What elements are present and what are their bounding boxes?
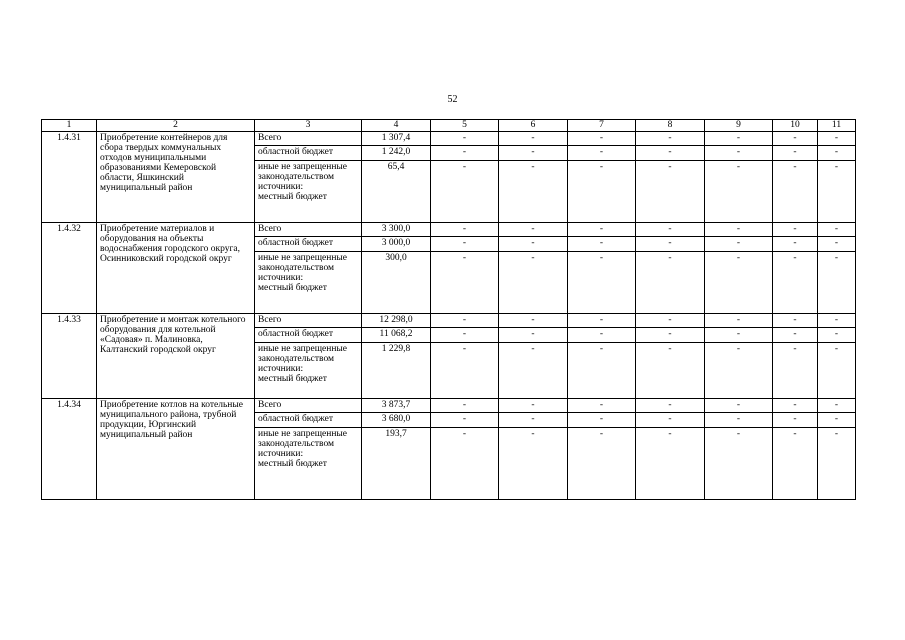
- table-row: [42, 399, 856, 413]
- empty-value-cell: -: [499, 223, 568, 237]
- empty-value-cell: -: [568, 413, 636, 428]
- total-value: 3 873,7: [362, 399, 431, 413]
- total-value: 12 298,0: [362, 314, 431, 328]
- empty-value-cell: -: [705, 161, 773, 223]
- source-label: областной бюджет: [255, 413, 362, 428]
- empty-value-cell: -: [818, 223, 856, 237]
- empty-value-cell: -: [818, 252, 856, 314]
- local-budget-label: местный бюджет: [258, 374, 327, 384]
- project-name: Приобретение материалов и оборудования на объекты водоснабжения городского округа, Осинниковский городской округ: [97, 223, 255, 314]
- other-sources-text: иные не запрещенные законодательством источники:: [258, 162, 348, 192]
- row-number: 1.4.34: [42, 399, 97, 500]
- empty-value-cell: -: [431, 132, 499, 146]
- regional-budget-value: 1 242,0: [362, 146, 431, 161]
- empty-value-cell: -: [773, 223, 818, 237]
- empty-value-cell: -: [773, 132, 818, 146]
- source-label: областной бюджет: [255, 237, 362, 252]
- empty-value-cell: -: [636, 252, 705, 314]
- total-value: 3 300,0: [362, 223, 431, 237]
- other-sources-text: иные не запрещенные законодательством источники:: [258, 344, 348, 374]
- empty-value-cell: -: [773, 413, 818, 428]
- empty-value-cell: -: [773, 328, 818, 343]
- source-label: областной бюджет: [255, 146, 362, 161]
- other-sources-label: [255, 343, 362, 399]
- empty-value-cell: -: [431, 237, 499, 252]
- empty-value-cell: -: [499, 237, 568, 252]
- regional-budget-value: 3 000,0: [362, 237, 431, 252]
- empty-value-cell: -: [705, 399, 773, 413]
- empty-value-cell: -: [705, 132, 773, 146]
- empty-value-cell: -: [818, 237, 856, 252]
- source-label: Всего: [255, 314, 362, 328]
- empty-value-cell: -: [818, 413, 856, 428]
- total-value: 1 307,4: [362, 132, 431, 146]
- empty-value-cell: -: [636, 223, 705, 237]
- project-name: Приобретение и монтаж котельного оборудования для котельной «Садовая» п. Малиновка, Калтанский городской округ: [97, 314, 255, 399]
- empty-value-cell: -: [568, 399, 636, 413]
- header-cell: 7: [568, 120, 636, 132]
- source-label: Всего: [255, 399, 362, 413]
- empty-value-cell: -: [431, 413, 499, 428]
- empty-value-cell: -: [499, 252, 568, 314]
- empty-value-cell: -: [705, 314, 773, 328]
- empty-value-cell: -: [818, 428, 856, 500]
- table-row: [42, 314, 856, 328]
- local-budget-value: 1 229,8: [362, 343, 431, 399]
- empty-value-cell: -: [636, 314, 705, 328]
- header-cell: 4: [362, 120, 431, 132]
- project-name: Приобретение котлов на котельные муниципального района, трубной продукции, Юргинский муниципальный район: [97, 399, 255, 500]
- empty-value-cell: -: [431, 161, 499, 223]
- empty-value-cell: -: [705, 146, 773, 161]
- empty-value-cell: -: [431, 328, 499, 343]
- empty-value-cell: -: [773, 343, 818, 399]
- empty-value-cell: -: [431, 399, 499, 413]
- empty-value-cell: -: [818, 146, 856, 161]
- empty-value-cell: -: [636, 132, 705, 146]
- empty-value-cell: -: [568, 161, 636, 223]
- empty-value-cell: -: [705, 428, 773, 500]
- header-cell: 3: [255, 120, 362, 132]
- header-cell: 2: [97, 120, 255, 132]
- empty-value-cell: -: [568, 223, 636, 237]
- regional-budget-value: 11 068,2: [362, 328, 431, 343]
- empty-value-cell: -: [636, 399, 705, 413]
- empty-value-cell: -: [499, 428, 568, 500]
- empty-value-cell: -: [499, 146, 568, 161]
- local-budget-label: местный бюджет: [258, 192, 327, 202]
- empty-value-cell: -: [773, 399, 818, 413]
- regional-budget-value: 3 680,0: [362, 413, 431, 428]
- empty-value-cell: -: [431, 146, 499, 161]
- empty-value-cell: -: [568, 146, 636, 161]
- empty-value-cell: -: [568, 314, 636, 328]
- empty-value-cell: -: [773, 146, 818, 161]
- empty-value-cell: -: [773, 161, 818, 223]
- empty-value-cell: -: [431, 314, 499, 328]
- budget-table: [41, 119, 856, 500]
- local-budget-label: местный бюджет: [258, 459, 327, 469]
- empty-value-cell: -: [705, 343, 773, 399]
- local-budget-value: 65,4: [362, 161, 431, 223]
- empty-value-cell: -: [568, 132, 636, 146]
- row-number: 1.4.31: [42, 132, 97, 223]
- source-label: областной бюджет: [255, 328, 362, 343]
- header-cell: 5: [431, 120, 499, 132]
- other-sources-text: иные не запрещенные законодательством источники:: [258, 253, 348, 283]
- empty-value-cell: -: [773, 237, 818, 252]
- empty-value-cell: -: [705, 252, 773, 314]
- empty-value-cell: -: [499, 328, 568, 343]
- header-cell: 10: [773, 120, 818, 132]
- empty-value-cell: -: [705, 328, 773, 343]
- empty-value-cell: -: [705, 413, 773, 428]
- header-cell: 11: [818, 120, 856, 132]
- empty-value-cell: -: [636, 328, 705, 343]
- project-name: Приобретение контейнеров для сбора твердых коммунальных отходов муниципальными образованиями Кемеровской области, Яшкинский муниципальный район: [97, 132, 255, 223]
- source-label: Всего: [255, 223, 362, 237]
- empty-value-cell: -: [568, 328, 636, 343]
- empty-value-cell: -: [431, 343, 499, 399]
- row-number: 1.4.32: [42, 223, 97, 314]
- local-budget-value: 193,7: [362, 428, 431, 500]
- empty-value-cell: -: [499, 343, 568, 399]
- local-budget-label: местный бюджет: [258, 283, 327, 293]
- empty-value-cell: -: [568, 252, 636, 314]
- empty-value-cell: -: [773, 314, 818, 328]
- header-cell: 1: [42, 120, 97, 132]
- empty-value-cell: -: [636, 146, 705, 161]
- local-budget-value: 300,0: [362, 252, 431, 314]
- empty-value-cell: -: [818, 132, 856, 146]
- page-number: 52: [447, 94, 458, 105]
- empty-value-cell: -: [773, 428, 818, 500]
- empty-value-cell: -: [818, 161, 856, 223]
- empty-value-cell: -: [499, 399, 568, 413]
- empty-value-cell: -: [431, 252, 499, 314]
- header-cell: 6: [499, 120, 568, 132]
- other-sources-label: [255, 428, 362, 500]
- source-label: Всего: [255, 132, 362, 146]
- empty-value-cell: -: [636, 237, 705, 252]
- other-sources-label: [255, 161, 362, 223]
- other-sources-label: [255, 252, 362, 314]
- header-row: [42, 120, 856, 132]
- empty-value-cell: -: [431, 223, 499, 237]
- header-cell: 8: [636, 120, 705, 132]
- empty-value-cell: -: [818, 328, 856, 343]
- row-number: 1.4.33: [42, 314, 97, 399]
- table-row: [42, 132, 856, 146]
- empty-value-cell: -: [636, 343, 705, 399]
- table-row: [42, 223, 856, 237]
- header-cell: 9: [705, 120, 773, 132]
- empty-value-cell: -: [568, 428, 636, 500]
- empty-value-cell: -: [431, 428, 499, 500]
- other-sources-text: иные не запрещенные законодательством источники:: [258, 429, 348, 459]
- empty-value-cell: -: [499, 161, 568, 223]
- empty-value-cell: -: [499, 132, 568, 146]
- empty-value-cell: -: [499, 413, 568, 428]
- empty-value-cell: -: [636, 413, 705, 428]
- empty-value-cell: -: [773, 252, 818, 314]
- empty-value-cell: -: [636, 428, 705, 500]
- empty-value-cell: -: [705, 223, 773, 237]
- empty-value-cell: -: [705, 237, 773, 252]
- empty-value-cell: -: [818, 343, 856, 399]
- empty-value-cell: -: [499, 314, 568, 328]
- empty-value-cell: -: [818, 399, 856, 413]
- empty-value-cell: -: [568, 343, 636, 399]
- empty-value-cell: -: [636, 161, 705, 223]
- empty-value-cell: -: [568, 237, 636, 252]
- empty-value-cell: -: [818, 314, 856, 328]
